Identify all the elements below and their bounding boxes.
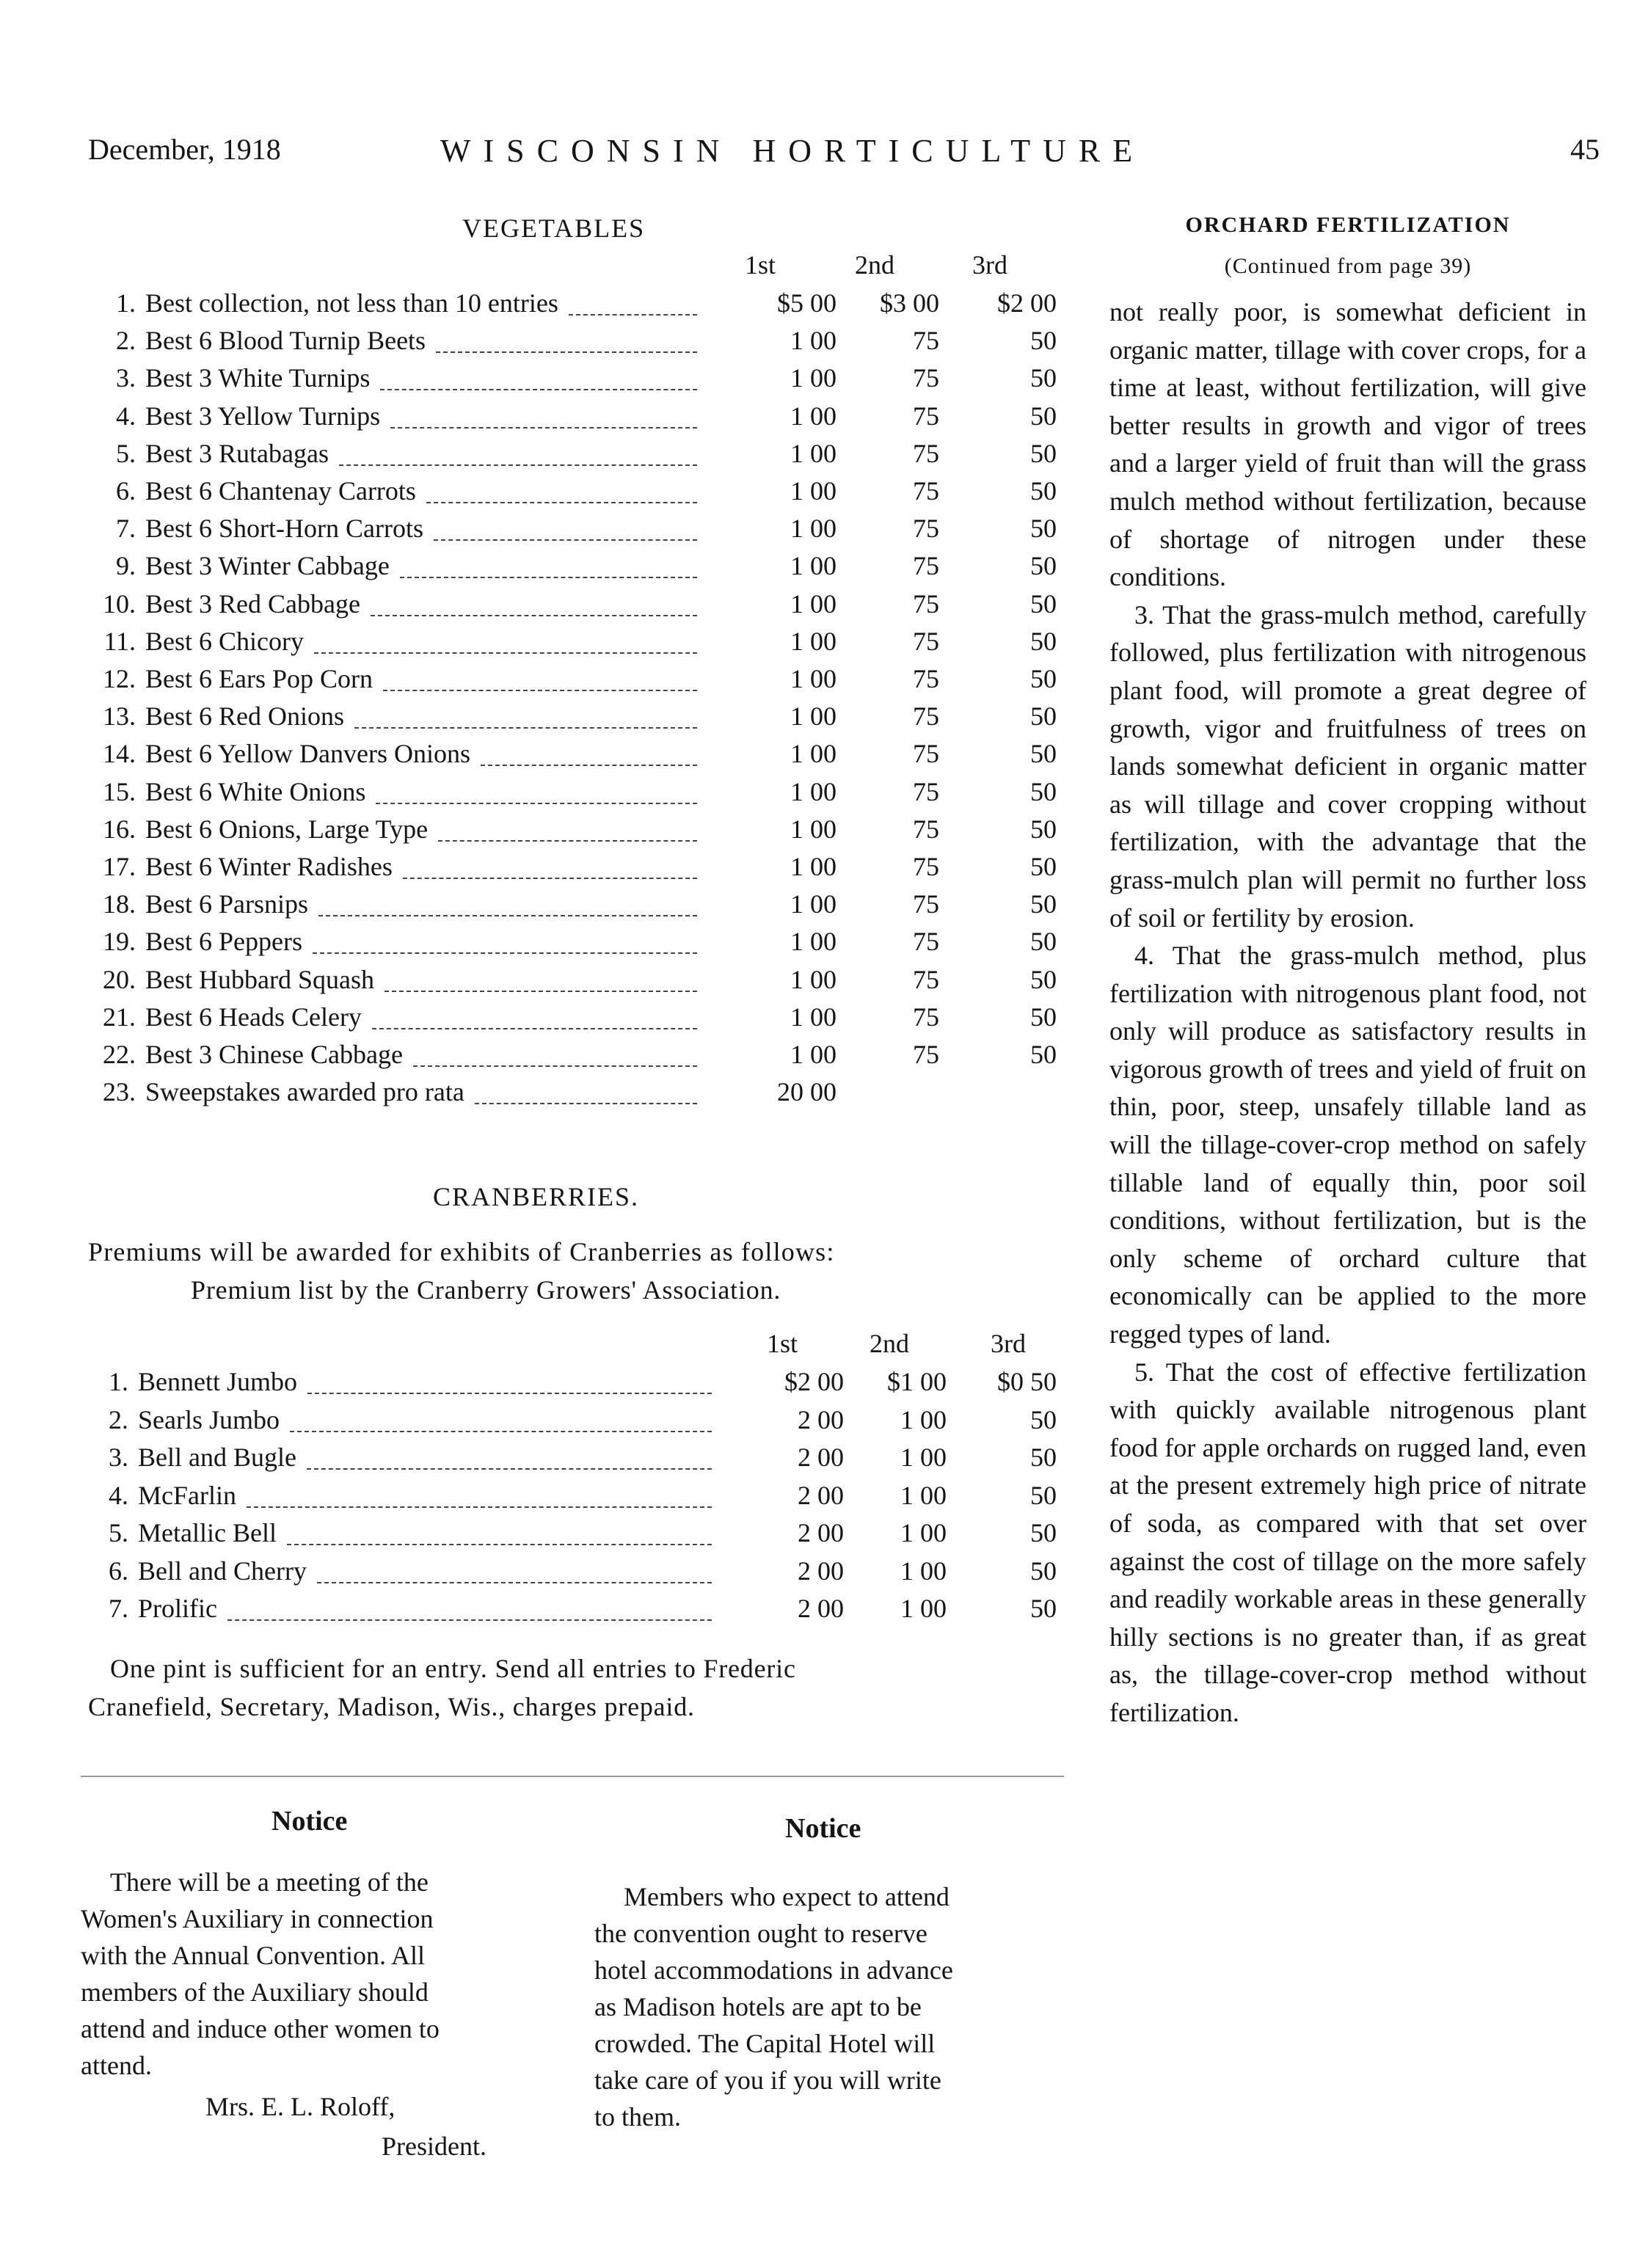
table-row <box>81 814 1064 852</box>
leader-dots <box>384 991 697 992</box>
journal-title: WISCONSIN HORTICULTURE <box>440 133 1145 169</box>
prize-2: 75 <box>913 814 939 844</box>
prize-3: 50 <box>1030 664 1057 693</box>
row-number: 18. <box>103 889 136 919</box>
row-number: 6. <box>116 476 136 506</box>
table-row <box>81 1442 1064 1480</box>
leader-dots <box>318 915 697 916</box>
orchard-paragraph: not really poor, is somewhat deficient in organic matter, tillage with cover crops, for a time at least, without fertilization, will give better results in growth and vigor of trees and a larger yield of fruit than will the grass mulch method without fertilization, because of shortage of nitrogen under these conditions. <box>1109 297 1586 592</box>
row-number: 16. <box>103 814 136 844</box>
prize-1: 1 00 <box>790 664 837 693</box>
prize-2: $1 00 <box>887 1367 947 1396</box>
table-row <box>81 588 1064 627</box>
table-row <box>81 964 1064 1002</box>
prize-1: 2 00 <box>798 1404 844 1434</box>
leader-dots <box>307 1468 712 1470</box>
table-row <box>81 1593 1064 1631</box>
prize-1: 1 00 <box>790 701 837 732</box>
row-label: Best 6 Yellow Danvers Onions <box>145 739 471 769</box>
row-label: Best 6 Blood Turnip Beets <box>145 326 426 356</box>
notice-left-line: with the Annual Convention. All <box>81 1941 425 1970</box>
prize-3: 50 <box>1030 1404 1057 1434</box>
table-row <box>81 776 1064 814</box>
row-number: 5. <box>116 438 136 468</box>
prize-2: 75 <box>913 401 939 431</box>
notice-left-line: attend. <box>81 2051 152 2080</box>
row-label: Best 6 White Onions <box>145 776 366 806</box>
leader-dots <box>438 840 697 842</box>
row-number: 15. <box>103 776 136 806</box>
prize-1: 2 00 <box>798 1556 844 1586</box>
row-number: 1. <box>116 288 136 318</box>
row-label: Best 6 Red Onions <box>145 701 345 732</box>
table-row <box>81 1556 1064 1594</box>
leader-dots <box>290 1431 712 1432</box>
prize-3: 50 <box>1030 438 1057 468</box>
prize-2: 75 <box>913 588 939 619</box>
notice-right-line: the convention ought to reserve <box>594 1919 927 1948</box>
prize-3: 50 <box>1030 476 1057 506</box>
prize-2: 75 <box>913 852 939 881</box>
orchard-subtitle: (Continued from page 39) <box>1224 254 1472 278</box>
row-number: 1. <box>109 1367 128 1396</box>
cran-col-2nd: 2nd <box>870 1329 909 1358</box>
row-label: Best 6 Onions, Large Type <box>145 814 429 844</box>
leader-dots <box>403 878 697 879</box>
table-row <box>81 889 1064 927</box>
prize-2: 75 <box>913 1002 939 1032</box>
row-number: 17. <box>103 852 136 881</box>
notice-left-line: members of the Auxiliary should <box>81 1977 429 2007</box>
row-label: Best Hubbard Squash <box>145 964 374 994</box>
prize-2: 1 00 <box>900 1518 947 1547</box>
prize-1: 20 00 <box>777 1077 837 1107</box>
row-number: 5. <box>109 1518 128 1547</box>
prize-2: 75 <box>913 964 939 994</box>
notice-left-body <box>81 1864 565 2084</box>
leader-dots <box>317 1582 712 1583</box>
leader-dots <box>287 1544 712 1545</box>
cranberries-title: CRANBERRIES. <box>433 1182 640 1211</box>
prize-2: 75 <box>913 776 939 806</box>
prize-1: 1 00 <box>790 964 837 994</box>
row-label: Best collection, not less than 10 entries <box>145 288 558 318</box>
notice-left-role: President. <box>382 2132 486 2161</box>
prize-2: 75 <box>913 701 939 732</box>
prize-3: 50 <box>1030 927 1057 957</box>
section-divider <box>81 1776 1064 1777</box>
prize-1: 2 00 <box>798 1518 844 1547</box>
cranberries-intro-line1: Premiums will be awarded for exhibits of Cranberries as follows: <box>88 1237 835 1266</box>
prize-3: 50 <box>1030 626 1057 656</box>
row-label: Best 6 Peppers <box>145 927 302 957</box>
prize-3: 50 <box>1030 1594 1057 1623</box>
orchard-paragraph: 3. That the grass-mulch method, carefully followed, plus fertilization with nitrogenous plant food, will promote a great degree of growth, vigor and fruitfulness of trees on lands somewhat deficient in organic matter as will tillage and cover cropping without fertilization, with the advantage that the grass-mulch plan will permit no further loss of soil or fertility by erosion. <box>1109 599 1586 933</box>
table-row <box>81 626 1064 664</box>
row-number: 22. <box>103 1040 136 1069</box>
row-label: Best 6 Heads Celery <box>145 1002 362 1032</box>
row-number: 3. <box>116 363 136 393</box>
prize-3: 50 <box>1030 514 1057 544</box>
leader-dots <box>380 389 697 390</box>
prize-3: 50 <box>1030 889 1057 919</box>
veg-col-2nd: 2nd <box>855 250 894 280</box>
prize-3: 50 <box>1030 588 1057 619</box>
row-label: Best 3 Red Cabbage <box>145 588 360 619</box>
notice-right-line: crowded. The Capital Hotel will <box>594 2029 936 2058</box>
leader-dots <box>307 1393 712 1394</box>
row-number: 4. <box>109 1480 128 1510</box>
orchard-title: ORCHARD FERTILIZATION <box>1185 213 1511 237</box>
cran-col-1st: 1st <box>767 1329 798 1358</box>
notice-right-line: take care of you if you will write <box>594 2065 941 2095</box>
orchard-paragraph: 4. That the grass-mulch method, plus fertilization with nitrogenous plant food, not only will produce as satisfactory results in vigorous growth of trees and yield of fruit on thin, poor, steep, unsafely tillable land as will the tillage-cover-crop method on safely tillable land of equally thin, poor soil conditions, without fertilization, but is the only scheme of orchard culture that economically can be applied to the more regged types of land. <box>1109 941 1586 1349</box>
notice-right-body <box>594 1878 1064 2135</box>
table-row <box>81 550 1064 588</box>
prize-2: 75 <box>913 326 939 356</box>
table-row <box>81 926 1064 964</box>
prize-3: 50 <box>1030 401 1057 431</box>
table-row <box>81 1002 1064 1040</box>
row-label: Best 6 Short-Horn Carrots <box>145 514 423 544</box>
row-number: 14. <box>103 739 136 769</box>
prize-1: 1 00 <box>790 776 837 806</box>
notice-right-line: as Madison hotels are apt to be <box>594 1992 922 2021</box>
prize-3: 50 <box>1030 739 1057 769</box>
row-label: Bell and Cherry <box>138 1556 307 1586</box>
leader-dots <box>314 652 697 654</box>
prize-1: 1 00 <box>790 852 837 881</box>
row-number: 12. <box>103 664 136 693</box>
prize-2: 75 <box>913 739 939 769</box>
leader-dots <box>371 615 697 616</box>
row-label: Best 6 Winter Radishes <box>145 852 393 881</box>
table-row <box>81 401 1064 439</box>
prize-2: 1 00 <box>900 1480 947 1510</box>
prize-1: 1 00 <box>790 551 837 581</box>
row-label: Searls Jumbo <box>138 1404 280 1434</box>
notice-right-title: Notice <box>785 1813 861 1844</box>
row-label: Bennett Jumbo <box>138 1367 297 1396</box>
leader-dots <box>569 314 697 316</box>
row-label: Bell and Bugle <box>138 1443 296 1472</box>
prize-2: 75 <box>913 664 939 693</box>
row-number: 21. <box>103 1002 136 1032</box>
row-number: 4. <box>116 401 136 431</box>
leader-dots <box>413 1065 697 1067</box>
leader-dots <box>434 539 697 541</box>
prize-2: 1 00 <box>900 1443 947 1472</box>
table-row <box>81 1076 1064 1115</box>
row-number: 3. <box>109 1443 128 1472</box>
leader-dots <box>247 1506 712 1508</box>
table-row <box>81 1480 1064 1518</box>
table-row <box>81 1039 1064 1077</box>
leader-dots <box>339 464 697 466</box>
prize-2: 75 <box>913 626 939 656</box>
prize-2: 75 <box>913 927 939 957</box>
prize-3: 50 <box>1030 363 1057 393</box>
row-label: Best 6 Chantenay Carrots <box>145 476 416 506</box>
prize-1: 1 00 <box>790 363 837 393</box>
veg-col-1st: 1st <box>745 250 776 280</box>
row-number: 2. <box>116 326 136 356</box>
prize-2: 75 <box>913 889 939 919</box>
prize-2: 75 <box>913 438 939 468</box>
running-header <box>88 132 1600 176</box>
prize-1: 1 00 <box>790 739 837 769</box>
notice-left-line: Women's Auxiliary in connection <box>81 1904 434 1933</box>
prize-3: 50 <box>1030 1480 1057 1510</box>
prize-3: 50 <box>1030 701 1057 732</box>
veg-col-3rd: 3rd <box>972 250 1007 280</box>
leader-dots <box>227 1619 712 1621</box>
row-number: 7. <box>116 514 136 544</box>
table-row <box>81 1366 1064 1404</box>
leader-dots <box>390 427 697 429</box>
prize-1: 1 00 <box>790 814 837 844</box>
table-row <box>81 1404 1064 1443</box>
prize-3: 50 <box>1030 814 1057 844</box>
row-number: 11. <box>103 626 136 656</box>
row-number: 2. <box>109 1404 128 1434</box>
prize-1: 1 00 <box>790 514 837 544</box>
row-label: Best 3 Yellow Turnips <box>145 401 381 431</box>
table-row <box>81 738 1064 776</box>
table-row <box>81 475 1064 514</box>
prize-3: 50 <box>1030 551 1057 581</box>
prize-2: 75 <box>913 514 939 544</box>
row-label: Best 6 Ears Pop Corn <box>145 664 373 693</box>
prize-2: 1 00 <box>900 1556 947 1586</box>
leader-dots <box>372 1028 697 1029</box>
prize-3: 50 <box>1030 1002 1057 1032</box>
prize-1: 1 00 <box>790 1002 837 1032</box>
row-label: Sweepstakes awarded pro rata <box>145 1077 464 1107</box>
row-label: Best 6 Parsnips <box>145 889 309 919</box>
table-row <box>81 438 1064 476</box>
row-label: Prolific <box>138 1594 217 1623</box>
notice-left-title: Notice <box>271 1806 348 1837</box>
notice-left-signature: Mrs. E. L. Roloff, <box>205 2092 396 2121</box>
cranberries-intro-line2: Premium list by the Cranberry Growers' Association. <box>191 1275 781 1305</box>
prize-1: 2 00 <box>798 1594 844 1623</box>
leader-dots <box>383 690 697 691</box>
leader-dots <box>475 1103 697 1104</box>
orchard-paragraph: 5. That the cost of effective fertilization with quickly available nitrogenous plant food for apple orchards on rugged land, even at the present extremely high price of nitrate of soda, as compared with that set over against the cost of tillage on the more safely and readily workable areas in these generally hilly sections is no greater than, if as great as, the tillage-cover-crop method without fertilization. <box>1109 1357 1586 1727</box>
row-label: Best 3 Chinese Cabbage <box>145 1040 403 1069</box>
notice-right-line: hotel accommodations in advance <box>594 1955 953 1985</box>
row-number: 9. <box>116 551 136 581</box>
leader-dots <box>313 952 697 954</box>
prize-3: $2 00 <box>997 288 1057 318</box>
prize-3: 50 <box>1030 326 1057 356</box>
table-row <box>81 513 1064 551</box>
table-row <box>81 1517 1064 1556</box>
row-number: 23. <box>103 1077 136 1107</box>
prize-3: 50 <box>1030 964 1057 994</box>
prize-3: 50 <box>1030 1443 1057 1472</box>
leader-dots <box>400 577 697 578</box>
table-row <box>81 325 1064 363</box>
prize-1: $5 00 <box>777 288 837 318</box>
row-label: Best 3 White Turnips <box>145 363 371 393</box>
leader-dots <box>426 502 697 503</box>
notice-left-line: attend and induce other women to <box>81 2014 440 2043</box>
prize-2: 75 <box>913 363 939 393</box>
row-label: Best 3 Rutabagas <box>145 438 329 468</box>
prize-2: 75 <box>913 476 939 506</box>
leader-dots <box>354 727 697 729</box>
leader-dots <box>481 765 697 766</box>
prize-3: 50 <box>1030 1040 1057 1069</box>
table-row <box>81 663 1064 701</box>
row-number: 10. <box>103 588 136 619</box>
prize-1: 2 00 <box>798 1480 844 1510</box>
prize-1: 1 00 <box>790 1040 837 1069</box>
table-row <box>81 362 1064 401</box>
row-label: Best 3 Winter Cabbage <box>145 551 390 581</box>
row-number: 20. <box>103 964 136 994</box>
prize-1: 1 00 <box>790 927 837 957</box>
prize-3: 50 <box>1030 852 1057 881</box>
prize-3: 50 <box>1030 776 1057 806</box>
prize-2: 75 <box>913 1040 939 1069</box>
prize-1: 1 00 <box>790 401 837 431</box>
prize-2: 75 <box>913 551 939 581</box>
row-number: 19. <box>103 927 136 957</box>
row-label: Best 6 Chicory <box>145 626 304 656</box>
cranberries-footer-line1: One pint is sufficient for an entry. Send all entries to Frederic <box>110 1654 796 1683</box>
prize-2: $3 00 <box>880 288 939 318</box>
leader-dots <box>436 351 697 353</box>
vegetables-title: VEGETABLES <box>462 214 646 243</box>
issue-date: December, 1918 <box>88 133 281 166</box>
cranberries-footer-line2: Cranefield, Secretary, Madison, Wis., charges prepaid. <box>88 1692 695 1721</box>
cran-col-3rd: 3rd <box>991 1329 1026 1358</box>
row-label: McFarlin <box>138 1480 236 1510</box>
notice-left-line: There will be a meeting of the <box>110 1867 429 1897</box>
prize-1: 1 00 <box>790 626 837 656</box>
prize-1: 1 00 <box>790 588 837 619</box>
notice-right-line: to them. <box>594 2102 681 2132</box>
prize-1: 1 00 <box>790 476 837 506</box>
orchard-body <box>1109 293 1586 1732</box>
leader-dots <box>376 803 697 804</box>
prize-1: $2 00 <box>784 1367 844 1396</box>
row-label: Metallic Bell <box>138 1518 277 1547</box>
page-number: 45 <box>1570 133 1600 166</box>
row-number: 6. <box>109 1556 128 1586</box>
prize-2: 1 00 <box>900 1404 947 1434</box>
table-row <box>81 288 1064 326</box>
prize-2: 1 00 <box>900 1594 947 1623</box>
table-row <box>81 851 1064 889</box>
notice-right-line: Members who expect to attend <box>624 1882 950 1911</box>
prize-3: 50 <box>1030 1518 1057 1547</box>
prize-3: $0 50 <box>997 1367 1057 1396</box>
prize-1: 1 00 <box>790 326 837 356</box>
prize-1: 2 00 <box>798 1443 844 1472</box>
row-number: 7. <box>109 1594 128 1623</box>
row-number: 13. <box>103 701 136 732</box>
prize-3: 50 <box>1030 1556 1057 1586</box>
table-row <box>81 701 1064 739</box>
prize-1: 1 00 <box>790 438 837 468</box>
prize-1: 1 00 <box>790 889 837 919</box>
